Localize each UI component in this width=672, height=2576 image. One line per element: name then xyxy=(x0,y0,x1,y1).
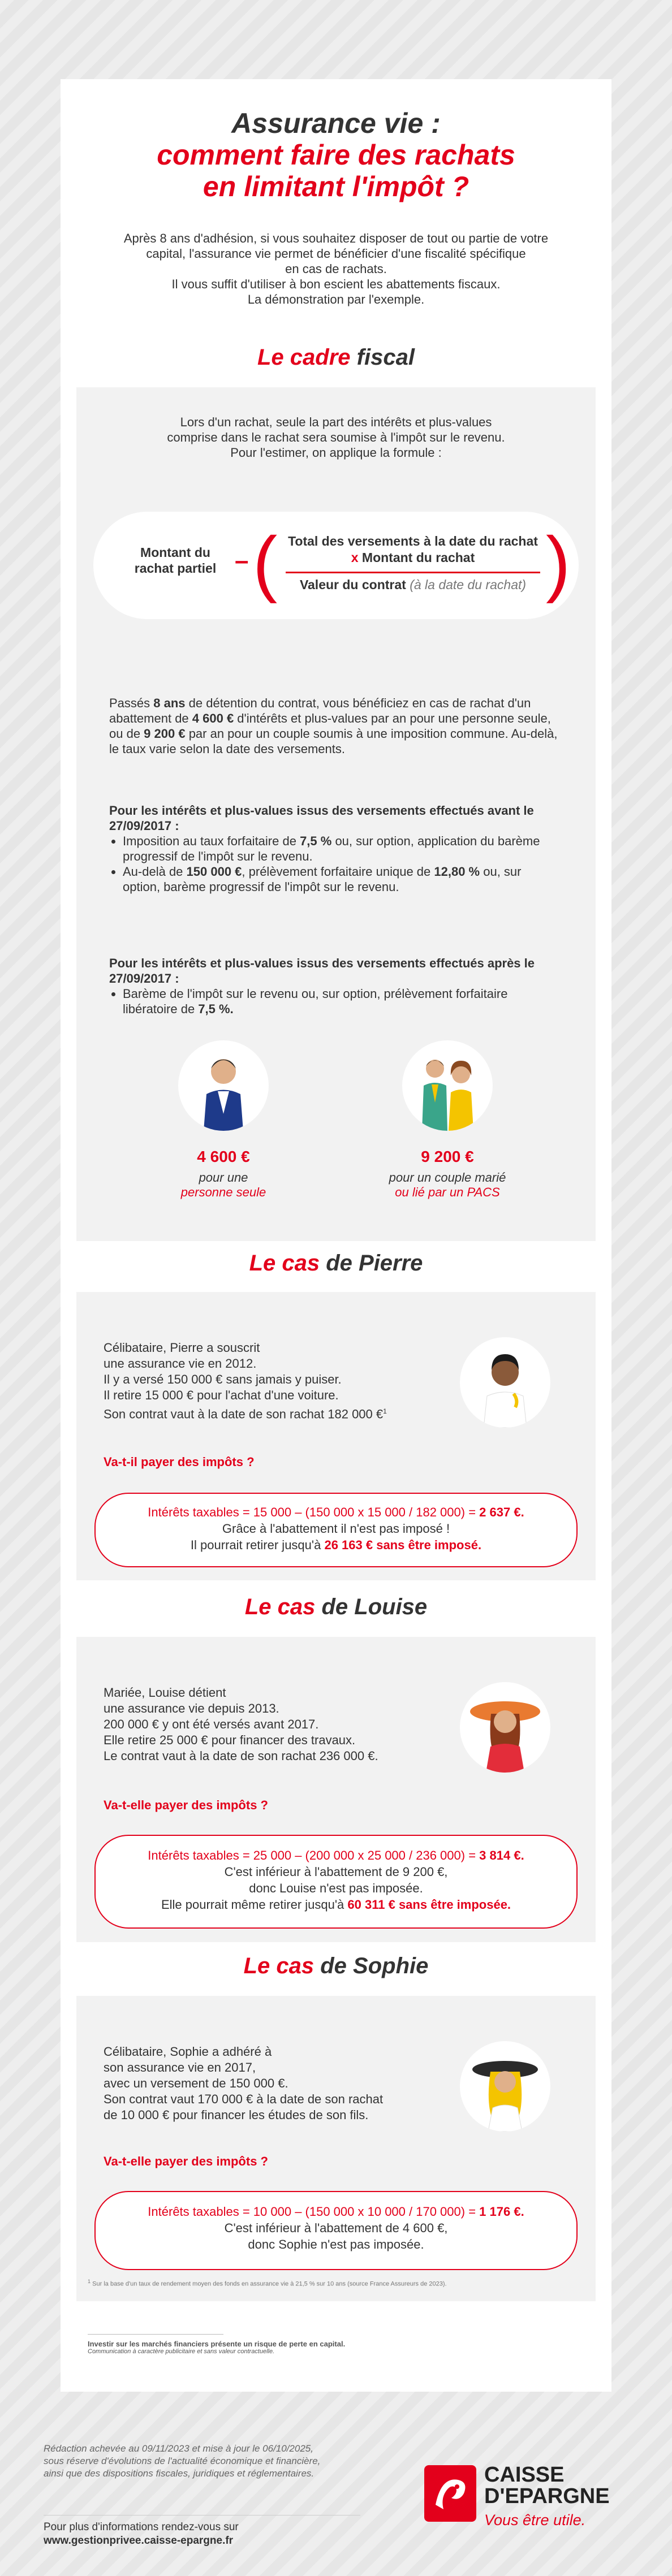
bottom-footer xyxy=(0,2426,672,2576)
brand-tagline: Vous être utile. xyxy=(484,2512,586,2529)
amount-single-label: pour une personne seule xyxy=(180,1170,266,1199)
single-person-avatar xyxy=(178,1040,269,1131)
cadre-avant-text: Pour les intérêts et plus-values issus des versements effectués avant le 27/09/2017 : • Imposition au taux forfaitaire de 7,5 % ou, sur option, application du barème progressif de l'impôt sur le revenu. • Au-delà de 150 000 €, prélèvement forfaitaire unique de 12,80 % ou, sur option, barème progressif de l'impôt sur le revenu. xyxy=(109,803,562,894)
paren-left: ( xyxy=(253,521,278,604)
amount-couple-label: pour un couple marié ou lié par un PACS xyxy=(389,1170,506,1199)
brand-line-1: CAISSE xyxy=(484,2463,565,2487)
title-line-3: en limitant l'impôt ? xyxy=(203,171,469,202)
brand-line-2: D'EPARGNE xyxy=(484,2484,610,2508)
louise-question: Va-t-elle payer des impôts ? xyxy=(104,1798,268,1812)
sophie-result: Intérêts taxables = 10 000 – (150 000 x 10 000 / 170 000) = 1 176 €. C'est inférieur à l'abattement de 4 600 €, donc Sophie n'est pas imposée. xyxy=(94,2191,578,2270)
risk-disclaimer: Investir sur les marchés financiers présente un risque de perte en capital. Communication à caractère publicitaire et sans valeur contractuelle. xyxy=(88,2340,346,2355)
squirrel-logo-icon xyxy=(424,2465,476,2522)
formula-numerator: Total des versements à la date du rachat x Montant du rachat xyxy=(288,534,538,565)
cadre-apres-text: Pour les intérêts et plus-values issus des versements effectués après le 27/09/2017 : • Barème de l'impôt sur le revenu ou, sur option, prélèvement forfaitaire libératoire de 7,5 %. xyxy=(109,956,562,1017)
header xyxy=(61,107,611,202)
paren-right: ) xyxy=(546,521,571,604)
pierre-text: Célibataire, Pierre a souscrit une assurance vie en 2012. Il y a versé 150 000 € sans jamais y puiser. Il retire 15 000 € pour l'achat d'une voiture. Son contrat vaut à la date de son rachat 182 000 €$^1$ xyxy=(104,1341,387,1421)
cadre-intro: Lors d'un rachat, seule la part des intérêts et plus-values comprise dans le rachat sera soumise à l'impôt sur le revenu. Pour l'estimer, on applique la formule : xyxy=(167,415,505,460)
cadre-fiscal-panel xyxy=(76,387,596,1241)
section-title-sophie: Le cas de Sophie xyxy=(243,1953,429,1978)
pierre-avatar xyxy=(460,1337,550,1428)
intro-text: Après 8 ans d'adhésion, si vous souhaitez disposer de tout ou partie de votre capital, l'assurance vie permet de bénéficier d'une fiscalité spécifique en cas de rachats. Il vous suffit d'utiliser à bon escient les abattements fiscaux. La démonstration par l'exemple. xyxy=(123,231,549,306)
formula-denominator: Valeur du contrat (à la date du rachat) xyxy=(299,577,527,592)
footnote: $^1$ Sur la base d'un taux de rendement moyen des fonds en assurance vie à 21,5 % sur 10 ans (source France Assureurs de 2023). xyxy=(88,2279,447,2288)
louise-text: Mariée, Louise détient une assurance vie depuis 2013. 200 000 € y ont été versés avant 2017. Elle retire 25 000 € pour financer des travaux. Le contrat vaut à la date de son rachat 236 000 €. xyxy=(104,1685,378,1763)
sophie-question: Va-t-elle payer des impôts ? xyxy=(104,2154,268,2168)
minus-sign: – xyxy=(235,547,249,574)
louise-avatar xyxy=(460,1682,550,1773)
pierre-panel xyxy=(76,1292,596,1580)
louise-result: Intérêts taxables = 25 000 – (200 000 x 25 000 / 236 000) = 3 814 €. C'est inférieur à l'abattement de 9 200 €, donc Louise n'est pas imposée. Elle pourrait même retirer jusqu'à 60 311 € sans être imposée. xyxy=(94,1835,578,1929)
section-title-cadre-fiscal: Le cadre fiscal xyxy=(257,345,415,370)
title-line-2: comment faire des rachats xyxy=(157,139,515,171)
pierre-result: Intérêts taxables = 15 000 – (150 000 x 15 000 / 182 000) = 2 637 €. Grâce à l'abattement il n'est pas imposé ! Il pourrait retirer jusqu'à 26 163 € sans être imposé. xyxy=(94,1493,578,1567)
amount-single: 4 600 € xyxy=(197,1148,250,1165)
website-link[interactable]: www.gestionprivee.caisse-epargne.fr xyxy=(44,2535,234,2547)
sophie-panel xyxy=(76,1996,596,2301)
sophie-text: Célibataire, Sophie a adhéré à son assurance vie en 2017, avec un versement de 150 000 €. Son contrat vaut 170 000 € à la date de son rachat de 10 000 € pour financer les études de son fils. xyxy=(104,2045,384,2122)
cadre-8ans-text: Passés 8 ans de détention du contrat, vous bénéficiez en cas de rachat d'un abattement de 4 600 € d'intérêts et plus-values par an pour une personne seule, ou de 9 200 € par an pour un couple soumis à une imposition commune. Au-delà, le taux varie selon la date des versements. xyxy=(109,696,558,756)
section-title-pierre: Le cas de Pierre xyxy=(249,1251,423,1276)
sophie-avatar xyxy=(460,2041,550,2132)
pierre-question: Va-t-il payer des impôts ? xyxy=(104,1455,255,1469)
formula-left: Montant du rachat partiel xyxy=(134,545,217,576)
amount-couple: 9 200 € xyxy=(421,1148,474,1165)
infographic-sheet xyxy=(61,79,611,2392)
fraction-line xyxy=(286,572,540,573)
louise-panel xyxy=(76,1637,596,1942)
redaction-note: Rédaction achevée au 09/11/2023 et mise à jour le 06/10/2025, sous réserve d'évolutions de l'actualité économique et financière, ainsi que des dispositions fiscales, juridiques et réglementaires. xyxy=(44,2443,321,2479)
caisse-epargne-logo xyxy=(424,2460,628,2533)
formula-box xyxy=(93,512,579,619)
title-line-1: Assurance vie : xyxy=(231,107,441,139)
section-title-louise: Le cas de Louise xyxy=(244,1594,428,1619)
footer-divider xyxy=(44,2515,360,2516)
more-info: Pour plus d'informations rendez-vous sur www.gestionprivee.caisse-epargne.fr xyxy=(44,2521,394,2548)
divider xyxy=(88,2334,223,2335)
couple-avatar xyxy=(402,1040,493,1131)
